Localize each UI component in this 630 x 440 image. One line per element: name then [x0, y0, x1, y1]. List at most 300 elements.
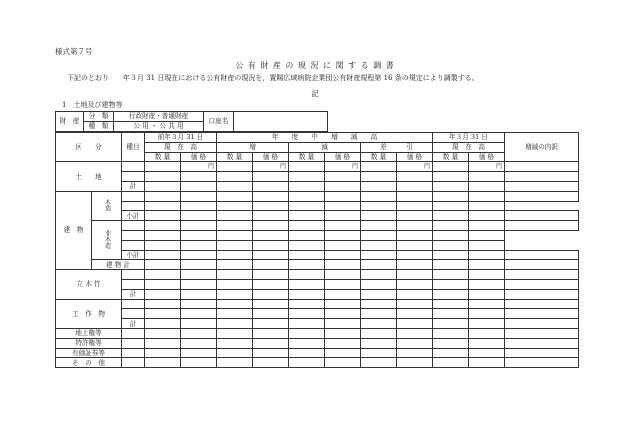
table-row	[56, 270, 579, 280]
data-cell[interactable]	[289, 211, 325, 221]
increase-header: 増	[217, 142, 289, 152]
data-cell[interactable]	[505, 191, 579, 201]
data-cell[interactable]	[289, 270, 325, 280]
data-cell[interactable]	[397, 279, 433, 289]
data-cell[interactable]	[397, 328, 433, 338]
data-cell[interactable]	[325, 201, 361, 211]
data-cell[interactable]	[253, 328, 289, 338]
table-row	[56, 172, 579, 182]
quantity-header: 数 量	[433, 152, 469, 162]
data-cell[interactable]	[181, 221, 217, 231]
data-cell[interactable]	[181, 230, 217, 240]
data-cell[interactable]	[122, 270, 145, 280]
data-cell[interactable]	[505, 289, 579, 299]
data-cell[interactable]	[181, 338, 217, 348]
data-cell[interactable]	[253, 299, 289, 309]
data-cell[interactable]	[361, 211, 397, 221]
data-cell[interactable]	[289, 201, 325, 211]
data-cell[interactable]	[325, 211, 361, 221]
data-cell[interactable]	[433, 201, 469, 211]
data-cell[interactable]	[433, 181, 469, 191]
data-cell[interactable]	[145, 358, 181, 368]
data-cell[interactable]	[361, 358, 397, 368]
table-row	[56, 279, 579, 289]
data-cell[interactable]	[433, 338, 469, 348]
data-cell[interactable]	[361, 162, 397, 172]
data-cell[interactable]	[217, 201, 253, 211]
data-cell[interactable]	[325, 348, 361, 358]
table-row	[56, 211, 579, 221]
data-cell[interactable]	[122, 172, 145, 182]
data-cell[interactable]	[361, 289, 397, 299]
data-cell[interactable]	[253, 319, 289, 329]
change-header: 年 度 中 増 減 高	[217, 133, 433, 143]
data-cell[interactable]	[122, 309, 145, 319]
data-cell[interactable]	[289, 358, 325, 368]
data-cell[interactable]	[325, 279, 361, 289]
data-cell[interactable]	[217, 211, 253, 221]
data-cell[interactable]	[253, 309, 289, 319]
data-cell[interactable]	[253, 338, 289, 348]
quantity-header: 数 量	[361, 152, 397, 162]
data-cell[interactable]	[145, 181, 181, 191]
data-cell[interactable]	[181, 172, 217, 182]
data-cell[interactable]	[325, 230, 361, 240]
data-cell[interactable]	[361, 250, 397, 260]
category-tochi: 土 地	[56, 162, 122, 191]
data-cell[interactable]	[181, 279, 217, 289]
data-cell[interactable]	[505, 328, 579, 338]
data-cell[interactable]	[505, 279, 579, 289]
data-cell[interactable]	[181, 181, 217, 191]
data-cell[interactable]	[433, 328, 469, 338]
data-cell[interactable]	[217, 270, 253, 280]
data-cell[interactable]	[469, 338, 505, 348]
data-cell[interactable]	[325, 270, 361, 280]
price-header: 価 格	[253, 152, 289, 162]
table-row	[56, 299, 579, 309]
data-cell[interactable]	[122, 328, 145, 338]
data-cell[interactable]	[361, 328, 397, 338]
account-label: 口座名	[204, 112, 234, 132]
data-cell[interactable]	[122, 348, 145, 358]
data-cell[interactable]	[361, 240, 397, 250]
data-cell[interactable]	[433, 348, 469, 358]
yen-unit: 円	[253, 162, 289, 172]
table-row	[56, 230, 579, 240]
data-cell[interactable]	[361, 201, 397, 211]
data-cell[interactable]	[253, 250, 289, 260]
data-cell[interactable]	[181, 201, 217, 211]
data-cell[interactable]	[505, 211, 579, 221]
data-cell[interactable]	[361, 270, 397, 280]
table-row	[56, 319, 579, 329]
data-cell[interactable]	[397, 270, 433, 280]
data-cell[interactable]	[325, 221, 361, 231]
data-cell[interactable]	[217, 279, 253, 289]
data-cell[interactable]	[505, 358, 579, 368]
data-cell[interactable]	[325, 328, 361, 338]
data-cell[interactable]	[253, 240, 289, 250]
data-cell[interactable]	[145, 319, 181, 329]
data-cell[interactable]	[361, 260, 397, 270]
data-cell[interactable]	[505, 270, 579, 280]
data-cell[interactable]	[181, 328, 217, 338]
data-cell[interactable]	[145, 299, 181, 309]
data-cell[interactable]	[469, 250, 505, 260]
mokuzo-label: 木造	[103, 198, 111, 212]
data-cell[interactable]	[505, 250, 579, 260]
current-balance-header: 現 在 高	[433, 142, 505, 152]
data-cell[interactable]	[361, 230, 397, 240]
data-cell[interactable]	[217, 221, 253, 231]
data-cell[interactable]	[469, 221, 505, 231]
data-cell[interactable]	[433, 162, 469, 172]
intro-text: 下記のとおり 年３月 31 日現在における公有財産の現況を，置賜広域病院企業団公有財産規程第 16 条の規定により調製する。	[67, 74, 479, 82]
data-cell[interactable]	[145, 309, 181, 319]
data-cell[interactable]	[253, 289, 289, 299]
table-row	[56, 260, 579, 270]
data-cell[interactable]	[253, 230, 289, 240]
data-cell[interactable]	[397, 181, 433, 191]
zaisan-label: 財 産	[56, 112, 84, 132]
price-header: 価 格	[397, 152, 433, 162]
table-row	[56, 221, 579, 231]
data-cell[interactable]	[469, 358, 505, 368]
data-cell[interactable]	[361, 221, 397, 231]
data-cell[interactable]	[505, 162, 579, 172]
data-cell[interactable]	[397, 309, 433, 319]
data-cell[interactable]	[469, 319, 505, 329]
data-cell[interactable]	[505, 260, 579, 270]
table-row	[56, 328, 579, 338]
data-cell[interactable]	[433, 299, 469, 309]
data-cell[interactable]	[253, 358, 289, 368]
ki-marker: 記	[311, 89, 319, 98]
data-cell[interactable]	[145, 279, 181, 289]
data-cell[interactable]	[217, 191, 253, 201]
table-row	[56, 348, 579, 358]
data-cell[interactable]	[433, 358, 469, 368]
data-cell[interactable]	[397, 201, 433, 211]
data-cell[interactable]	[253, 181, 289, 191]
data-cell[interactable]	[469, 348, 505, 358]
shumoku-header: 種目	[122, 133, 145, 162]
data-cell[interactable]	[433, 240, 469, 250]
data-cell[interactable]	[181, 260, 217, 270]
data-cell[interactable]	[469, 299, 505, 309]
property-classification-table	[55, 111, 328, 132]
shokei-label: 小計	[122, 250, 145, 260]
data-cell[interactable]	[505, 309, 579, 319]
form-number: 様式第７号	[55, 47, 93, 56]
data-cell[interactable]	[397, 221, 433, 231]
data-cell[interactable]	[397, 250, 433, 260]
data-cell[interactable]	[505, 221, 579, 231]
data-cell[interactable]	[433, 260, 469, 270]
data-cell[interactable]	[361, 348, 397, 358]
document-title: 公 有 財 産 の 現 況 に 関 す る 調 書	[235, 61, 395, 70]
data-cell[interactable]	[122, 230, 145, 240]
data-cell[interactable]	[289, 348, 325, 358]
data-cell[interactable]	[397, 299, 433, 309]
data-cell[interactable]	[217, 260, 253, 270]
data-cell[interactable]	[217, 250, 253, 260]
data-cell[interactable]	[217, 328, 253, 338]
data-cell[interactable]	[217, 299, 253, 309]
data-cell[interactable]	[253, 172, 289, 182]
data-cell[interactable]	[433, 250, 469, 260]
data-cell[interactable]	[361, 309, 397, 319]
data-cell[interactable]	[253, 211, 289, 221]
data-cell[interactable]	[289, 338, 325, 348]
data-cell[interactable]	[505, 299, 579, 309]
category-yuka-shoken: 有価証券等	[56, 348, 122, 358]
data-cell[interactable]	[469, 309, 505, 319]
data-cell[interactable]	[469, 289, 505, 299]
data-cell[interactable]	[145, 191, 181, 201]
data-cell[interactable]	[217, 172, 253, 182]
data-cell[interactable]	[325, 172, 361, 182]
data-cell[interactable]	[217, 348, 253, 358]
data-cell[interactable]	[289, 191, 325, 201]
data-cell[interactable]	[433, 270, 469, 280]
category-ryumokuchiku: 立 木 竹	[56, 270, 122, 299]
data-cell[interactable]	[469, 270, 505, 280]
data-cell[interactable]	[217, 162, 253, 172]
data-cell[interactable]	[289, 250, 325, 260]
decrease-header: 減	[289, 142, 361, 152]
remarks-header: 増減の内訳	[505, 133, 579, 162]
data-cell[interactable]	[181, 348, 217, 358]
data-cell[interactable]	[325, 250, 361, 260]
data-cell[interactable]	[505, 181, 579, 191]
data-cell[interactable]	[253, 348, 289, 358]
data-cell[interactable]	[433, 309, 469, 319]
data-cell[interactable]	[122, 191, 145, 201]
data-cell[interactable]	[253, 201, 289, 211]
data-cell[interactable]	[397, 260, 433, 270]
price-header: 価 格	[181, 152, 217, 162]
data-cell[interactable]	[433, 279, 469, 289]
data-cell[interactable]	[289, 181, 325, 191]
data-cell[interactable]	[433, 211, 469, 221]
net-header: 差 引	[361, 142, 433, 152]
data-cell[interactable]	[361, 319, 397, 329]
data-cell[interactable]	[361, 299, 397, 309]
data-cell[interactable]	[325, 240, 361, 250]
bunrui-value: 行政財産・普通財産	[114, 112, 204, 122]
data-cell[interactable]	[289, 289, 325, 299]
data-cell[interactable]	[397, 172, 433, 182]
data-cell[interactable]	[145, 201, 181, 211]
data-cell[interactable]	[217, 358, 253, 368]
data-cell[interactable]	[181, 240, 217, 250]
data-cell[interactable]	[289, 230, 325, 240]
data-cell[interactable]	[181, 289, 217, 299]
data-cell[interactable]	[217, 181, 253, 191]
data-cell[interactable]	[253, 191, 289, 201]
yen-unit: 円	[181, 162, 217, 172]
data-cell[interactable]	[289, 328, 325, 338]
data-cell[interactable]	[145, 250, 181, 260]
data-cell[interactable]	[145, 162, 181, 172]
quantity-header: 数 量	[217, 152, 253, 162]
data-cell[interactable]	[145, 230, 181, 240]
data-cell[interactable]	[181, 358, 217, 368]
data-cell[interactable]	[325, 358, 361, 368]
data-cell[interactable]	[469, 328, 505, 338]
data-cell[interactable]	[217, 319, 253, 329]
kei-label: 計	[122, 319, 145, 329]
data-cell[interactable]	[469, 279, 505, 289]
data-cell[interactable]	[122, 221, 145, 231]
data-cell[interactable]	[122, 358, 145, 368]
data-cell[interactable]	[145, 328, 181, 338]
data-cell[interactable]	[397, 191, 433, 201]
quantity-header: 数 量	[145, 152, 181, 162]
data-cell[interactable]	[289, 221, 325, 231]
data-cell[interactable]	[397, 211, 433, 221]
yen-unit: 円	[325, 162, 361, 172]
data-cell[interactable]	[145, 221, 181, 231]
data-cell[interactable]	[145, 348, 181, 358]
category-kousakubutsu: 工 作 物	[56, 299, 122, 328]
property-status-table	[55, 132, 579, 368]
data-cell[interactable]	[181, 191, 217, 201]
data-cell[interactable]	[469, 211, 505, 221]
data-cell[interactable]	[145, 211, 181, 221]
data-cell[interactable]	[505, 348, 579, 358]
data-cell[interactable]	[505, 172, 579, 182]
kei-label: 計	[122, 289, 145, 299]
data-cell[interactable]	[181, 319, 217, 329]
data-cell[interactable]	[469, 230, 505, 240]
data-cell[interactable]	[122, 338, 145, 348]
data-cell[interactable]	[217, 309, 253, 319]
data-cell[interactable]	[289, 309, 325, 319]
data-cell[interactable]	[181, 211, 217, 221]
data-cell[interactable]	[122, 240, 145, 250]
data-cell[interactable]	[253, 270, 289, 280]
prev-date-header: 前年３月 31 日	[145, 133, 217, 143]
data-cell[interactable]	[181, 299, 217, 309]
data-cell[interactable]	[253, 279, 289, 289]
table-row	[56, 201, 579, 211]
table-row	[56, 309, 579, 319]
price-header: 価 格	[325, 152, 361, 162]
data-cell[interactable]	[289, 260, 325, 270]
data-cell[interactable]	[361, 191, 397, 201]
data-cell[interactable]	[289, 172, 325, 182]
data-cell[interactable]	[361, 338, 397, 348]
data-cell[interactable]	[181, 250, 217, 260]
data-cell[interactable]	[289, 319, 325, 329]
data-cell[interactable]	[122, 299, 145, 309]
data-cell[interactable]	[145, 240, 181, 250]
table-row	[56, 181, 579, 191]
data-cell[interactable]	[397, 348, 433, 358]
table-row	[56, 191, 579, 201]
data-cell[interactable]	[433, 172, 469, 182]
data-cell[interactable]	[325, 299, 361, 309]
data-cell[interactable]	[217, 230, 253, 240]
data-cell[interactable]	[397, 319, 433, 329]
data-cell[interactable]	[145, 260, 181, 270]
data-cell[interactable]	[469, 240, 505, 250]
data-cell[interactable]	[433, 289, 469, 299]
data-cell[interactable]	[289, 299, 325, 309]
data-cell[interactable]	[469, 181, 505, 191]
data-cell[interactable]	[361, 279, 397, 289]
data-cell[interactable]	[181, 309, 217, 319]
data-cell[interactable]	[397, 358, 433, 368]
data-cell[interactable]	[325, 181, 361, 191]
category-sonota: そ の 他	[56, 358, 122, 368]
shokei-label: 小計	[122, 211, 145, 221]
data-cell[interactable]	[145, 270, 181, 280]
data-cell[interactable]	[181, 270, 217, 280]
data-cell[interactable]	[122, 201, 145, 211]
data-cell[interactable]	[289, 162, 325, 172]
data-cell[interactable]	[361, 181, 397, 191]
data-cell[interactable]	[397, 289, 433, 299]
yen-unit: 円	[397, 162, 433, 172]
data-cell[interactable]	[325, 338, 361, 348]
account-name-field[interactable]	[234, 112, 328, 132]
data-cell[interactable]	[433, 230, 469, 240]
data-cell[interactable]	[433, 221, 469, 231]
table-row	[56, 338, 579, 348]
data-cell[interactable]	[325, 289, 361, 299]
data-cell[interactable]	[469, 201, 505, 211]
shurui-label: 種 類	[84, 121, 114, 131]
category-tokkyoken: 特許権等	[56, 338, 122, 348]
data-cell[interactable]	[469, 172, 505, 182]
data-cell[interactable]	[145, 172, 181, 182]
data-cell[interactable]	[253, 260, 289, 270]
data-cell[interactable]	[122, 162, 145, 172]
data-cell[interactable]	[361, 172, 397, 182]
data-cell[interactable]	[289, 279, 325, 289]
data-cell[interactable]	[397, 240, 433, 250]
data-cell[interactable]	[433, 319, 469, 329]
data-cell[interactable]	[325, 191, 361, 201]
kei-label: 計	[122, 181, 145, 191]
data-cell[interactable]	[325, 309, 361, 319]
data-cell[interactable]	[217, 240, 253, 250]
data-cell[interactable]	[145, 338, 181, 348]
section-heading: 1 土地及び建物等	[62, 101, 123, 109]
data-cell[interactable]	[217, 338, 253, 348]
data-cell[interactable]	[145, 289, 181, 299]
data-cell[interactable]	[433, 191, 469, 201]
data-cell[interactable]	[122, 279, 145, 289]
data-cell[interactable]	[217, 289, 253, 299]
data-cell[interactable]	[469, 191, 505, 201]
data-cell[interactable]	[505, 319, 579, 329]
data-cell[interactable]	[469, 260, 505, 270]
table-row	[56, 240, 579, 250]
data-cell[interactable]	[397, 230, 433, 240]
data-cell[interactable]	[253, 221, 289, 231]
data-cell[interactable]	[505, 338, 579, 348]
price-header: 価 格	[469, 152, 505, 162]
data-cell[interactable]	[289, 240, 325, 250]
data-cell[interactable]	[325, 260, 361, 270]
data-cell[interactable]	[325, 319, 361, 329]
data-cell[interactable]	[397, 338, 433, 348]
